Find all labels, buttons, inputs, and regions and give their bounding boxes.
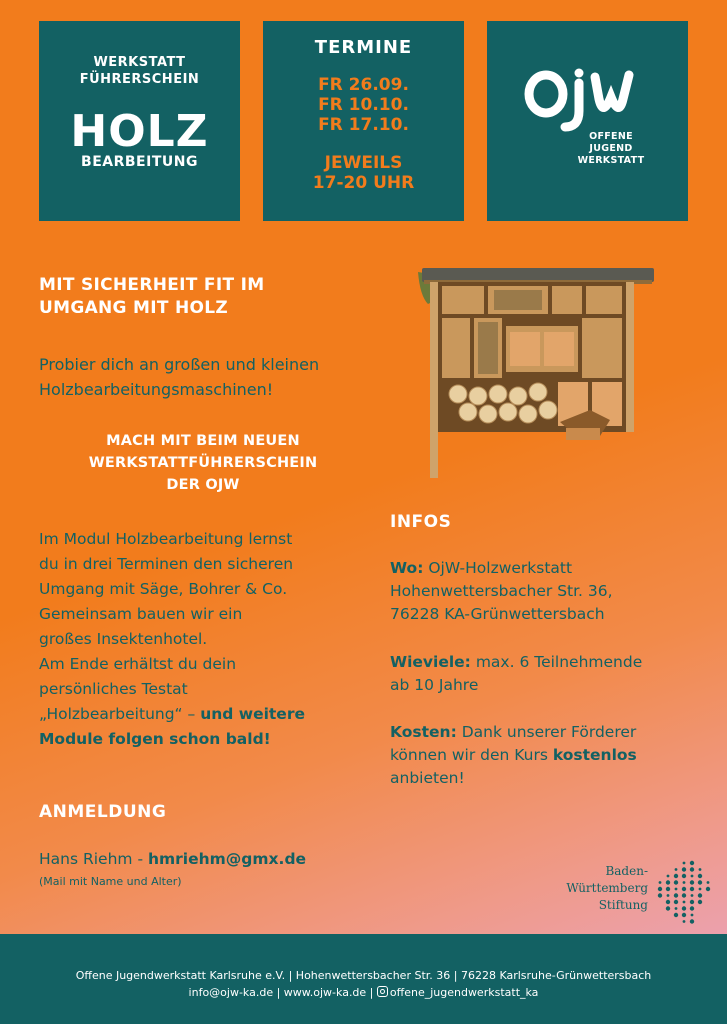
tile-title-holz: HOLZ (70, 106, 209, 157)
info-location-line-2: Hohenwettersbacher Str. 36, (390, 582, 613, 600)
info-participants-line-2: ab 10 Jahre (390, 676, 479, 694)
sponsor-dot (658, 887, 662, 891)
desc-line-9 (39, 727, 379, 752)
info-location-line-1 (390, 557, 720, 580)
sponsor-dot (691, 914, 694, 917)
main-heading-line-2: UMGANG MIT HOLZ (39, 298, 229, 318)
main-heading (39, 274, 264, 320)
registration-heading: ANMELDUNG (39, 802, 167, 822)
footer-instagram-handle[interactable]: offene_jugendwerkstatt_ka (389, 986, 539, 999)
sponsor-dot (706, 887, 710, 891)
sponsor-dot (683, 901, 686, 904)
sponsor-dot (698, 893, 702, 897)
date-2: FR 10.10. (318, 95, 409, 115)
info-participants-label: Wieviele: (390, 653, 471, 671)
desc-line-2: du in drei Terminen den sicheren (39, 555, 294, 573)
time-info (263, 153, 464, 193)
sponsor-dot (659, 881, 662, 884)
sponsor-dot (666, 887, 670, 891)
info-costs-value: Dank unserer Förderer (456, 723, 637, 741)
sponsor-dot (690, 880, 694, 884)
intro-line-2: Holzbearbeitungsmaschinen! (39, 380, 274, 399)
insect-hotel-image (410, 260, 658, 480)
logo-tile (487, 21, 688, 221)
callout-line-2: WERKSTATTFÜHRERSCHEIN (88, 455, 318, 471)
contact-email[interactable]: hmriehm@gmx.de (147, 850, 307, 868)
logo-line-offene: OFFENE (589, 131, 633, 142)
footer (0, 934, 727, 1024)
info-costs-label: Kosten: (390, 723, 457, 741)
sponsor-dot (667, 894, 670, 897)
desc-line-8-text: „Holzbearbeitung“ – (39, 705, 201, 723)
date-1: FR 26.09. (318, 75, 409, 95)
sponsor-dots-icon (654, 858, 714, 928)
desc-line-7: persönliches Testat (39, 680, 188, 698)
info-costs-free: kostenlos (552, 746, 637, 764)
sponsor-dot (683, 862, 686, 865)
footer-address: Offene Jugendwerkstatt Karlsruhe e.V. | Hohenwettersbacher Str. 36 | 76228 Karlsruhe-Grünwettersbach (75, 969, 652, 982)
contact-line (39, 848, 306, 870)
module-description (39, 527, 379, 752)
sponsor-dot (675, 907, 678, 910)
sponsor-dot (698, 880, 702, 884)
sponsor-dot (666, 900, 670, 904)
desc-line-8 (39, 702, 379, 727)
main-heading-line-1: MIT SICHERHEIT FIT IM (39, 275, 265, 295)
sponsor-dot (683, 920, 686, 923)
callout-line-3: DER OJW (166, 477, 240, 493)
sponsor-dot (682, 893, 686, 897)
sponsor-dot (674, 900, 678, 904)
logo-line-jugend: JUGEND (589, 143, 633, 154)
tile-line-bearbeitung: BEARBEITUNG (81, 154, 198, 170)
info-participants-value: max. 6 Teilnehmende (470, 653, 643, 671)
desc-line-6: Am Ende erhältst du dein (39, 655, 237, 673)
logo-text (571, 131, 651, 167)
sponsor-dot (707, 881, 710, 884)
info-participants (390, 651, 720, 697)
footer-contact (0, 986, 727, 999)
info-location-line-3: 76228 KA-Grünwettersbach (390, 605, 605, 623)
sponsor-logo (556, 858, 716, 928)
sponsor-dot (690, 887, 694, 891)
desc-line-1: Im Modul Holzbearbeitung lernst (39, 530, 293, 548)
info-costs-line-1 (390, 721, 720, 744)
title-tile (39, 21, 240, 221)
intro-paragraph (39, 352, 379, 402)
info-costs-line-3: anbieten! (390, 769, 465, 787)
sponsor-line-3: Stiftung (598, 898, 648, 912)
intro-line-1: Probier dich an großen und kleinen (39, 355, 320, 374)
logo-line-werkstatt: WERKSTATT (577, 155, 645, 166)
sponsor-dot (682, 874, 686, 878)
contact-note: (Mail mit Name und Alter) (39, 875, 182, 888)
sponsor-dot (666, 906, 670, 910)
sponsor-dot (675, 888, 678, 891)
sponsor-dot (690, 867, 694, 871)
sponsor-line-2: Württemberg (566, 881, 648, 895)
sponsor-dot (675, 868, 678, 871)
sponsor-line-1: Baden- (605, 864, 648, 878)
sponsor-dot (658, 893, 662, 897)
desc-line-9-bold: Module folgen schon bald! (39, 730, 271, 748)
sponsor-dot (683, 881, 686, 884)
tile-line-fuehrerschein: FÜHRERSCHEIN (79, 72, 200, 87)
sponsor-dot (682, 913, 686, 917)
contact-name: Hans Riehm - (39, 850, 148, 868)
time-line-1: JEWEILS (324, 153, 403, 173)
infos-heading: INFOS (390, 512, 452, 532)
date-3: FR 17.10. (318, 115, 409, 135)
callout-line-1: MACH MIT BEIM NEUEN (106, 433, 300, 449)
sponsor-dot (691, 894, 694, 897)
desc-line-8-bold: und weitere (200, 705, 305, 723)
sponsor-dot (674, 880, 678, 884)
sponsor-dot (667, 875, 670, 878)
sponsor-dot (690, 861, 694, 865)
dates-heading: TERMINE (314, 37, 413, 58)
sponsor-dot (674, 893, 678, 897)
sponsor-dot (690, 906, 694, 910)
callout-heading (39, 430, 367, 496)
sponsor-dot (666, 880, 670, 884)
info-location-value: OjW-Holzwerkstatt (423, 559, 573, 577)
dates-list (263, 75, 464, 135)
sponsor-dot (690, 919, 694, 923)
sponsor-dot (674, 874, 678, 878)
info-location-label: Wo: (390, 559, 424, 577)
sponsor-dot (690, 900, 694, 904)
sponsor-dot (698, 874, 702, 878)
sponsor-name (556, 863, 648, 914)
info-costs-text: können wir den Kurs (390, 746, 553, 764)
sponsor-dot (698, 900, 702, 904)
sponsor-dot (699, 888, 702, 891)
sponsor-dot (682, 867, 686, 871)
info-costs (390, 721, 720, 790)
desc-line-4: Gemeinsam bauen wir ein (39, 605, 243, 623)
desc-line-5: großes Insektenhotel. (39, 630, 208, 648)
info-costs-line-2 (390, 744, 720, 767)
sponsor-dot (674, 913, 678, 917)
info-participants-line-1 (390, 651, 720, 674)
sponsor-dot (682, 906, 686, 910)
desc-line-3: Umgang mit Säge, Bohrer & Co. (39, 580, 288, 598)
info-location (390, 557, 720, 626)
footer-links[interactable]: info@ojw-ka.de | www.ojw-ka.de | (188, 986, 377, 999)
sponsor-dot (691, 875, 694, 878)
dates-tile (263, 21, 464, 221)
instagram-icon (377, 986, 388, 997)
sponsor-dot (699, 868, 702, 871)
sponsor-dot (682, 887, 686, 891)
tile-line-werkstatt: WERKSTATT (93, 55, 186, 70)
time-line-2: 17-20 UHR (312, 173, 415, 193)
